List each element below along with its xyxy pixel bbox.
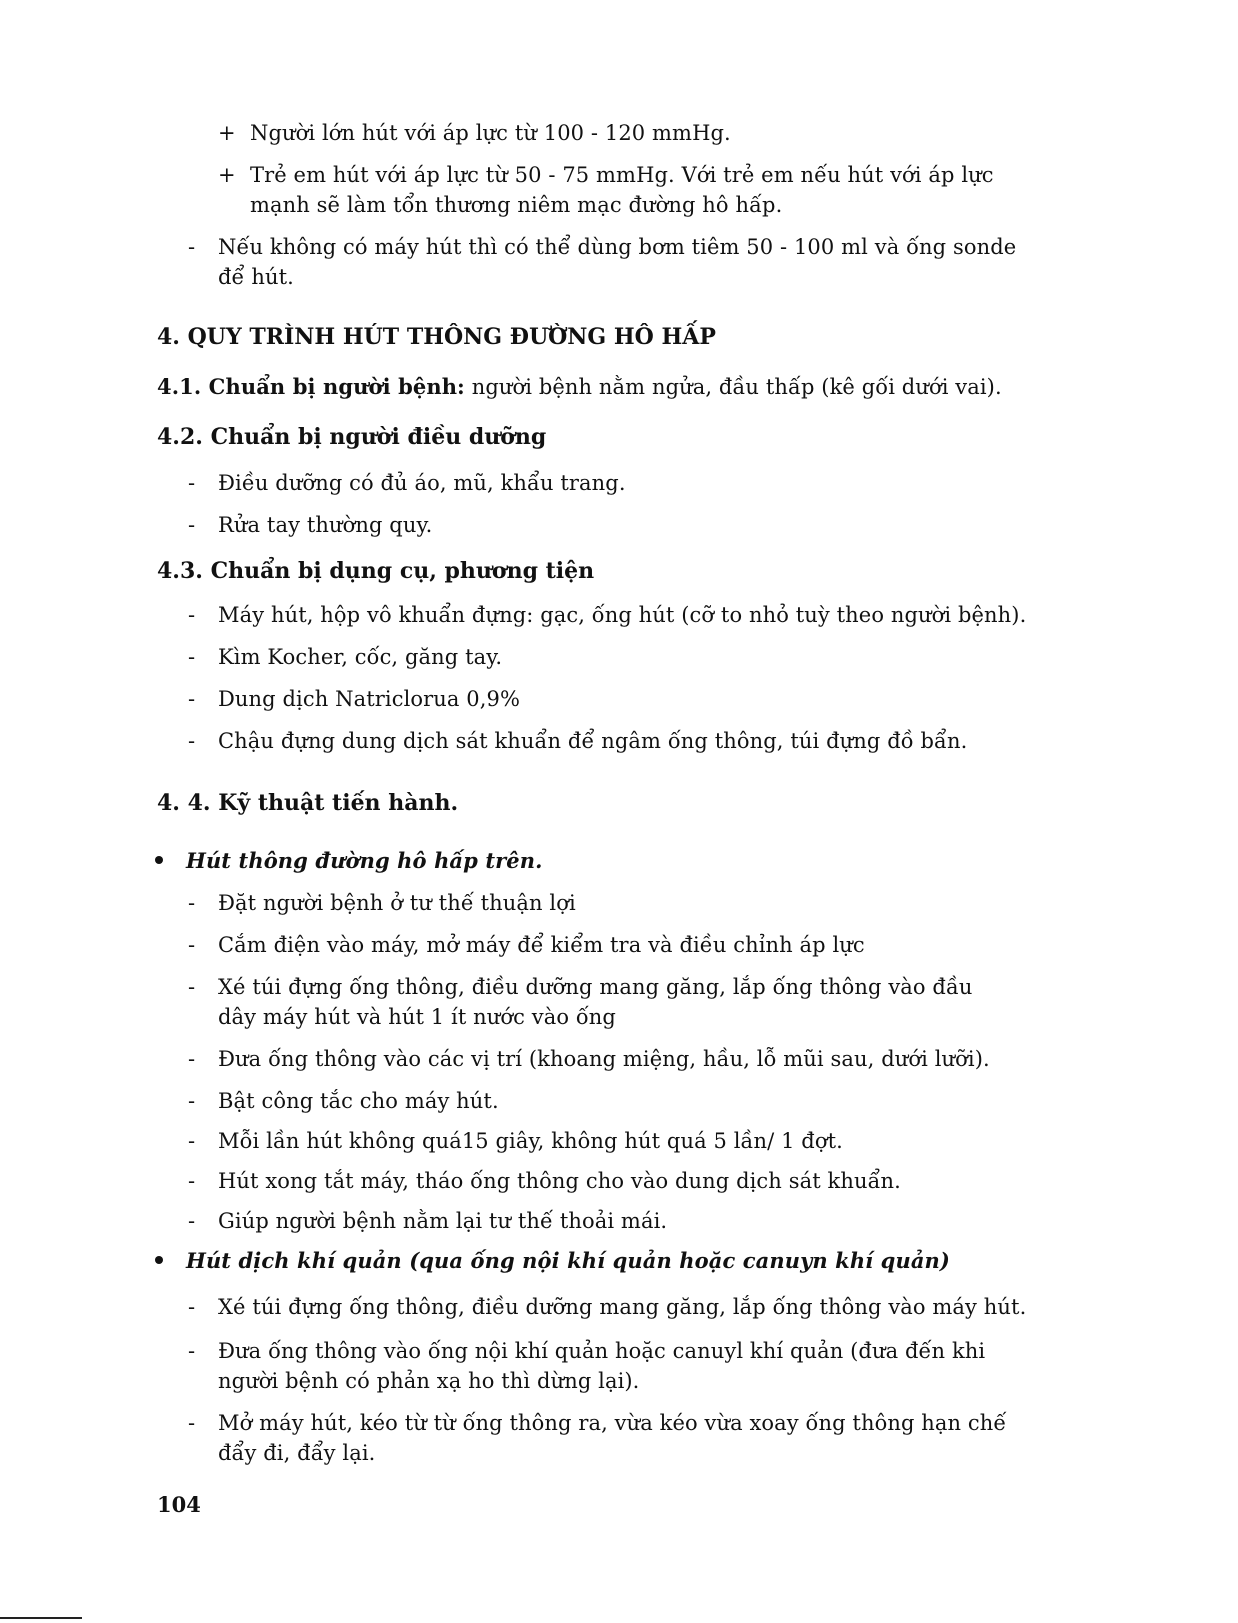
list-item: Dung dịch Natriclorua 0,9%: [218, 687, 521, 711]
dash-mark: -: [188, 687, 196, 711]
subsection-label: 4.1. Chuẩn bị người bệnh:: [157, 374, 465, 399]
dash-mark: -: [188, 1047, 196, 1071]
dash-mark: -: [188, 1169, 196, 1193]
plus-mark: +: [218, 163, 236, 187]
subsection-heading: 4.3. Chuẩn bị dụng cụ, phương tiện: [157, 558, 595, 584]
bullet-icon: [155, 856, 163, 864]
procedure-heading: Hút thông đường hô hấp trên.: [186, 848, 543, 873]
list-item: Bật công tắc cho máy hút.: [218, 1089, 499, 1113]
dash-mark: -: [188, 1411, 196, 1435]
list-item: Chậu đựng dung dịch sát khuẩn để ngâm ống thông, túi đựng đồ bẩn.: [218, 729, 968, 753]
dash-mark: -: [188, 513, 196, 537]
list-item: Kìm Kocher, cốc, găng tay.: [218, 645, 503, 669]
dash-mark: -: [188, 603, 196, 627]
list-item: Người lớn hút với áp lực từ 100 - 120 mmHg.: [250, 121, 731, 145]
page-number: 104: [157, 1492, 201, 1517]
dash-mark: -: [188, 1295, 196, 1319]
list-item-continuation: người bệnh có phản xạ ho thì dừng lại).: [218, 1369, 640, 1393]
list-item: Cắm điện vào máy, mở máy để kiểm tra và điều chỉnh áp lực: [218, 933, 865, 957]
dash-mark: -: [188, 1339, 196, 1363]
list-item-continuation: dây máy hút và hút 1 ít nước vào ống: [218, 1005, 616, 1029]
dash-mark: -: [188, 891, 196, 915]
dash-mark: -: [188, 471, 196, 495]
list-item: Xé túi đựng ống thông, điều dưỡng mang găng, lắp ống thông vào đầu: [218, 975, 973, 999]
list-item: Điều dưỡng có đủ áo, mũ, khẩu trang.: [218, 471, 626, 495]
dash-mark: -: [188, 1209, 196, 1233]
list-item: Rửa tay thường quy.: [218, 513, 433, 537]
list-item: Đưa ống thông vào các vị trí (khoang miệng, hầu, lỗ mũi sau, dưới lưỡi).: [218, 1047, 990, 1071]
list-item: Xé túi đựng ống thông, điều dưỡng mang găng, lắp ống thông vào máy hút.: [218, 1295, 1027, 1319]
list-item-continuation: đẩy đi, đẩy lại.: [218, 1441, 376, 1465]
dash-mark: -: [188, 235, 196, 259]
list-item: Giúp người bệnh nằm lại tư thế thoải mái.: [218, 1209, 668, 1233]
dash-mark: -: [188, 1129, 196, 1153]
list-item: Đưa ống thông vào ống nội khí quản hoặc canuyl khí quản (đưa đến khi: [218, 1339, 986, 1363]
list-item: Hút xong tắt máy, tháo ống thông cho vào dung dịch sát khuẩn.: [218, 1169, 901, 1193]
list-item: Trẻ em hút với áp lực từ 50 - 75 mmHg. Với trẻ em nếu hút với áp lực: [250, 163, 994, 187]
procedure-heading: Hút dịch khí quản (qua ống nội khí quản hoặc canuyn khí quản): [186, 1248, 950, 1273]
dash-mark: -: [188, 975, 196, 999]
bullet-icon: [155, 1256, 163, 1264]
list-item: Mở máy hút, kéo từ từ ống thông ra, vừa kéo vừa xoay ống thông hạn chế: [218, 1411, 1007, 1435]
list-item: Máy hút, hộp vô khuẩn đựng: gạc, ống hút (cỡ to nhỏ tuỳ theo người bệnh).: [218, 603, 1027, 627]
subsection-4-1: [157, 372, 1002, 402]
dash-mark: -: [188, 645, 196, 669]
dash-mark: -: [188, 933, 196, 957]
subsection-heading: 4.2. Chuẩn bị người điều dưỡng: [157, 424, 547, 450]
list-item-continuation: để hút.: [218, 265, 294, 289]
list-item-continuation: mạnh sẽ làm tổn thương niêm mạc đường hô hấp.: [250, 193, 783, 217]
page-edge-rule: [0, 1617, 82, 1619]
subsection-text: người bệnh nằm ngửa, đầu thấp (kê gối dưới vai).: [464, 375, 1002, 399]
dash-mark: -: [188, 1089, 196, 1113]
section-heading: 4. QUY TRÌNH HÚT THÔNG ĐƯỜNG HÔ HẤP: [157, 324, 716, 350]
plus-mark: +: [218, 121, 236, 145]
dash-mark: -: [188, 729, 196, 753]
list-item: Mỗi lần hút không quá15 giây, không hút quá 5 lần/ 1 đợt.: [218, 1129, 843, 1153]
list-item: Đặt người bệnh ở tư thế thuận lợi: [218, 891, 576, 915]
subsection-heading: 4. 4. Kỹ thuật tiến hành.: [157, 790, 459, 816]
list-item: Nếu không có máy hút thì có thể dùng bơm tiêm 50 - 100 ml và ống sonde: [218, 235, 1017, 259]
